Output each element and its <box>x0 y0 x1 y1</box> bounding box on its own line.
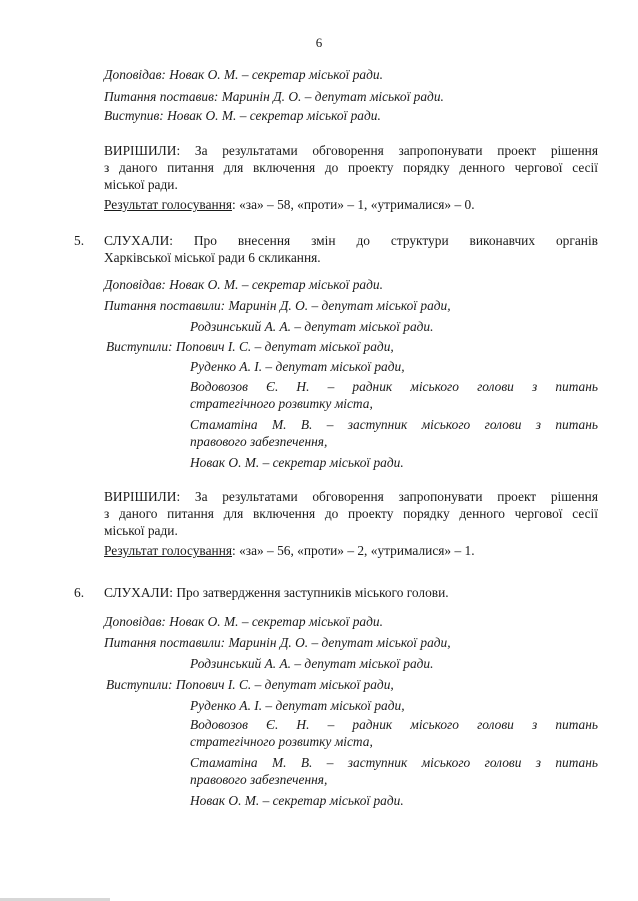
vote-result-values: : «за» – 58, «проти» – 1, «утрималися» – 0. <box>232 197 475 212</box>
asked-line: Питання поставив: Маринін Д. О. – депутат міської ради. <box>104 89 444 104</box>
item5-decision-line-3: міської ради. <box>104 523 178 538</box>
item5-heard-line-1: СЛУХАЛИ: Про внесення змін до структури виконавчих органів <box>104 233 598 248</box>
item5-spoke-1: Виступили: Попович І. С. – депутат міської ради, <box>106 339 394 354</box>
item6-spoke-5: Новак О. М. – секретар міської ради. <box>190 793 404 808</box>
item6-spoke-4b: правового забезпечення, <box>190 772 328 787</box>
item5-vote-result-label: Результат голосування <box>104 543 233 558</box>
item6-spoke-4a: Стаматіна М. В. – заступник міського голови з питань <box>190 755 598 770</box>
item5-spoke-2: Руденко А. І. – депутат міської ради, <box>190 359 405 374</box>
page-number: 6 <box>315 35 323 50</box>
item6-spoke-2: Руденко А. І. – депутат міської ради, <box>190 698 405 713</box>
item5-spoke-3b: стратегічного розвитку міста, <box>190 396 373 411</box>
item-number-5: 5. <box>74 233 85 248</box>
item5-spoke-4b: правового забезпечення, <box>190 434 328 449</box>
item5-asked-2: Родзинський А. А. – депутат міської ради. <box>190 319 434 334</box>
item5-spoke-5: Новак О. М. – секретар міської ради. <box>190 455 404 470</box>
spoke-line: Виступив: Новак О. М. – секретар міської ради. <box>104 108 381 123</box>
item5-reporter: Доповідав: Новак О. М. – секретар міської ради. <box>104 277 383 292</box>
item-number-6: 6. <box>74 585 85 600</box>
item6-reporter: Доповідав: Новак О. М. – секретар міської ради. <box>104 614 383 629</box>
vote-result <box>104 196 475 213</box>
item5-vote-result <box>104 542 475 559</box>
item5-decision-line-1: ВИРІШИЛИ: За результатами обговорення запропонувати проект рішення <box>104 489 598 504</box>
decision-line-2: з даного питання для включення до проекту порядку денного чергової сесії <box>104 160 598 175</box>
item6-spoke-3a: Водовозов Є. Н. – радник міського голови з питань <box>190 717 598 732</box>
item5-decision-line-2: з даного питання для включення до проекту порядку денного чергової сесії <box>104 506 598 521</box>
item6-heard: СЛУХАЛИ: Про затвердження заступників міського голови. <box>104 585 449 600</box>
decision-line-1: ВИРІШИЛИ: За результатами обговорення запропонувати проект рішення <box>104 143 598 158</box>
item5-asked-1: Питання поставили: Маринін Д. О. – депутат міської ради, <box>104 298 451 313</box>
item6-spoke-1: Виступили: Попович І. С. – депутат міської ради, <box>106 677 394 692</box>
item6-asked-2: Родзинський А. А. – депутат міської ради. <box>190 656 434 671</box>
decision-line-3: міської ради. <box>104 177 178 192</box>
vote-result-label: Результат голосування <box>104 197 233 212</box>
reporter-line: Доповідав: Новак О. М. – секретар міської ради. <box>104 67 383 82</box>
item5-heard-line-2: Харківської міської ради 6 скликання. <box>104 250 321 265</box>
item6-asked-1: Питання поставили: Маринін Д. О. – депутат міської ради, <box>104 635 451 650</box>
item5-spoke-4a: Стаматіна М. В. – заступник міського голови з питань <box>190 417 598 432</box>
item6-spoke-3b: стратегічного розвитку міста, <box>190 734 373 749</box>
item5-spoke-3a: Водовозов Є. Н. – радник міського голови з питань <box>190 379 598 394</box>
item5-vote-result-values: : «за» – 56, «проти» – 2, «утрималися» – 1. <box>232 543 475 558</box>
